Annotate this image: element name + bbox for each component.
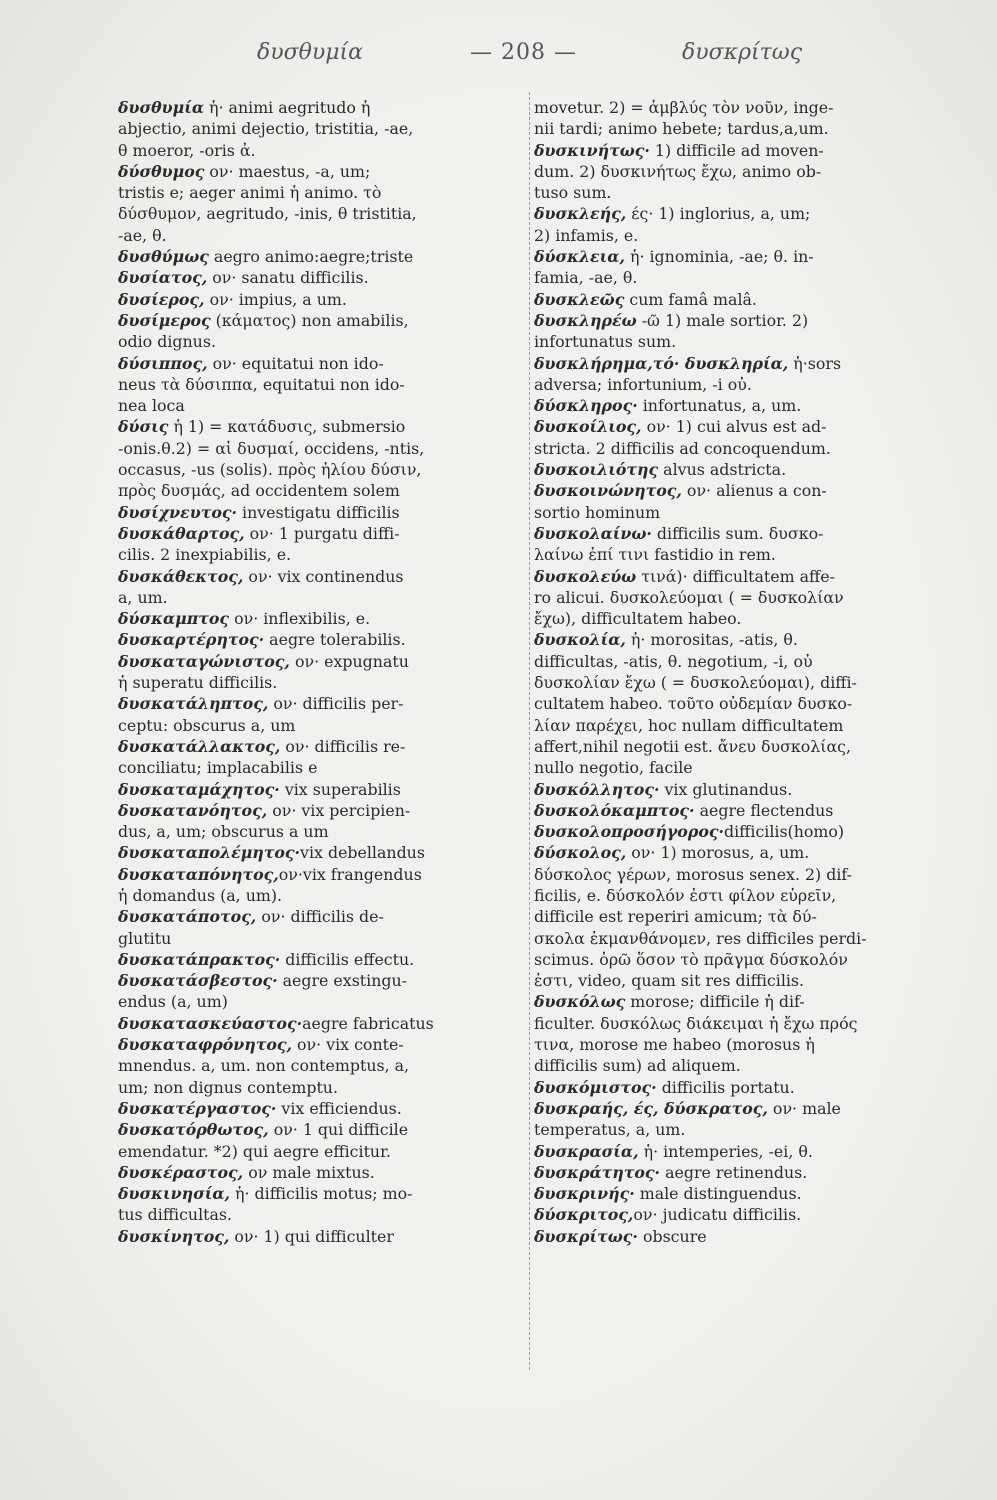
definition-text: emendatur. *2) qui aegre efficitur.	[118, 1141, 391, 1161]
dictionary-line	[118, 906, 528, 927]
dictionary-line	[118, 1183, 528, 1204]
definition-text: ἡ domandus (a, um).	[118, 885, 283, 905]
definition-text: ἡ· morositas, -atis, θ.	[625, 630, 798, 650]
dictionary-line	[118, 97, 528, 118]
dictionary-line	[534, 544, 916, 565]
dictionary-line	[118, 1055, 528, 1076]
dictionary-line	[118, 864, 528, 885]
headword: δυσκατάπρακτος·	[118, 949, 281, 969]
headword: δύσθυμος	[118, 161, 205, 181]
dictionary-line	[534, 842, 916, 863]
definition-text: ον· difficilis per-	[268, 694, 404, 714]
definition-text: ον· vix continendus	[243, 566, 404, 586]
dictionary-line	[534, 416, 916, 437]
headword: δυσκατέργαστος·	[118, 1098, 277, 1118]
headword: δυσθύμως	[118, 247, 209, 267]
dictionary-line	[534, 991, 916, 1012]
dictionary-line	[534, 1055, 916, 1076]
headword: δυσκόλλητος·	[534, 779, 660, 799]
definition-text: ον· difficilis de-	[256, 907, 384, 927]
definition-text: ον· judicatu difficilis.	[633, 1205, 802, 1225]
definition-text: affert,nihil negotii est. ἄνευ δυσκολίας,	[534, 736, 852, 756]
dictionary-line	[534, 757, 916, 778]
definition-text: ον· male	[767, 1098, 841, 1118]
definition-text: obscure	[637, 1226, 707, 1246]
headword: δυσκατάποτος,	[118, 907, 257, 927]
dictionary-line	[534, 353, 916, 374]
definition-text: temperatus, a, um.	[534, 1120, 686, 1140]
dictionary-line	[118, 608, 528, 629]
dictionary-line	[118, 502, 528, 523]
definition-text: 1) difficile ad moven-	[649, 140, 824, 160]
definition-text: ον· 1 qui difficile	[268, 1120, 409, 1140]
definition-text: δύσκολος γέρων, morosus senex. 2) dif-	[534, 864, 853, 884]
definition-text: ον· 1) morosus, a, um.	[626, 843, 810, 863]
dictionary-line	[534, 182, 916, 203]
dictionary-line	[534, 779, 916, 800]
definition-text: aegro animo:aegre;triste	[208, 247, 414, 267]
dictionary-line	[118, 310, 528, 331]
dictionary-line	[534, 374, 916, 395]
right-guide-word: δυσκρίτως	[682, 40, 803, 65]
dictionary-line	[118, 885, 528, 906]
headword: δυσκρίτως·	[534, 1226, 638, 1246]
dictionary-line	[118, 672, 528, 693]
dictionary-line	[534, 1034, 916, 1055]
dictionary-line	[534, 1077, 916, 1098]
definition-text: σκολα ἐκμανθάνομεν, res difficiles perdi-	[534, 928, 867, 948]
dictionary-line	[534, 118, 916, 139]
dictionary-line	[118, 651, 528, 672]
dictionary-line	[118, 715, 528, 736]
headword: δυσκαταγώνιστος,	[118, 651, 290, 671]
dictionary-line	[534, 1141, 916, 1162]
definition-text: glutitu	[118, 928, 172, 948]
dictionary-line	[118, 991, 528, 1012]
dictionary-line	[118, 757, 528, 778]
dictionary-line	[118, 1013, 528, 1034]
definition-text: difficilis sum) ad aliquem.	[534, 1056, 741, 1076]
definition-text: investigatu difficilis	[237, 502, 400, 522]
dictionary-line	[118, 416, 528, 437]
definition-text: ον male mixtus.	[243, 1162, 375, 1182]
definition-text: nea loca	[118, 396, 185, 416]
headword: δύσκληρος·	[534, 396, 638, 416]
dictionary-line	[534, 672, 916, 693]
headword: δυσκάθεκτος,	[118, 566, 244, 586]
definition-text: ἡ 1) = κατάδυσις, submersio	[168, 417, 406, 437]
definition-text: conciliatu; implacabilis e	[118, 758, 318, 778]
definition-text: odio dignus.	[118, 332, 216, 352]
definition-text: morose; difficile ἡ dif-	[625, 992, 805, 1012]
definition-text: -ῶ 1) male sortior. 2)	[636, 310, 809, 330]
definition-text: nii tardi; animo hebete; tardus,a,um.	[534, 119, 829, 139]
headword: δυσκληρέω	[534, 310, 637, 330]
definition-text: ον· alienus a con-	[681, 481, 827, 501]
definition-text: πρὸς δυσμάς, ad occidentem solem	[118, 481, 400, 501]
definition-text: difficilis portatu.	[656, 1077, 795, 1097]
definition-text: abjectio, animi dejectio, tristitia, -ae,	[118, 119, 414, 139]
definition-text: ἔχω), difficultatem habeo.	[534, 609, 742, 629]
definition-text: dum. 2) δυσκινήτως ἔχω, animo ob-	[534, 161, 822, 181]
dictionary-line	[534, 885, 916, 906]
headword: δυσκατανόητος,	[118, 800, 268, 820]
definition-text: ἡ·sors	[788, 353, 842, 373]
dictionary-line	[534, 928, 916, 949]
definition-text: aegre fabricatus	[302, 1013, 434, 1033]
definition-text: mnendus. a, um. non contemptus, a,	[118, 1056, 410, 1076]
headword: δυσκοινώνητος,	[534, 481, 682, 501]
headword: δυσίατος,	[118, 268, 208, 288]
dictionary-line	[118, 438, 528, 459]
definition-text: ἡ· ignominia, -ae; θ. in-	[624, 247, 814, 267]
dictionary-line	[534, 395, 916, 416]
definition-text: ον· maestus, -a, um;	[204, 161, 371, 181]
headword: δυσκατάληπτος,	[118, 694, 269, 714]
dictionary-line	[118, 842, 528, 863]
dictionary-line	[534, 97, 916, 118]
headword: δύσκολος,	[534, 843, 627, 863]
definition-text: cum famâ malâ.	[624, 289, 757, 309]
definition-text: ro alicui. δυσκολεύομαι ( = δυσκολίαν	[534, 587, 844, 607]
dictionary-line	[534, 140, 916, 161]
dictionary-line	[534, 203, 916, 224]
definition-text: ἡ· difficilis motus; mo-	[230, 1184, 413, 1204]
headword: δυσκίνητος,	[118, 1226, 230, 1246]
headword: δυσκόμιστος·	[534, 1077, 657, 1097]
dictionary-line	[118, 1141, 528, 1162]
definition-text: movetur. 2) = ἀμβλύς τὸν νοῦν, inge-	[534, 98, 834, 117]
dictionary-line	[118, 246, 528, 267]
definition-text: um; non dignus contemptu.	[118, 1077, 338, 1097]
definition-text: aegre tolerabilis.	[264, 630, 406, 650]
dictionary-line	[118, 970, 528, 991]
headword: δύσκαμπτος	[118, 609, 230, 629]
headword: δύσκριτος,	[534, 1205, 634, 1225]
dictionary-line	[118, 1077, 528, 1098]
definition-text: occasus, -us (solis). πρὸς ἡλίου δύσιν,	[118, 460, 422, 480]
dictionary-line	[534, 566, 916, 587]
definition-text: δύσθυμον, aegritudo, -inis, θ tristitia,	[118, 204, 417, 224]
headword: δυσκατασκεύαστος·	[118, 1013, 303, 1033]
definition-text: ον· inflexibilis, e.	[229, 609, 371, 629]
dictionary-line	[118, 587, 528, 608]
definition-text: θ moeror, -oris ἀ.	[118, 140, 256, 160]
definition-text: -ae, θ.	[118, 225, 167, 245]
dictionary-line	[534, 693, 916, 714]
headword: δύσις	[118, 417, 169, 437]
definition-text: cilis. 2 inexpiabilis, e.	[118, 545, 292, 565]
headword: δυσκολόκαμπτος·	[534, 800, 695, 820]
dictionary-line	[534, 587, 916, 608]
definition-text: alvus adstricta.	[658, 460, 787, 480]
definition-text: λίαν παρέχει, hoc nullam difficultatem	[534, 715, 844, 735]
dictionary-line	[118, 140, 528, 161]
definition-text: ceptu: obscurus a, um	[118, 715, 296, 735]
headword: δυσκολοπροσήγορος·	[534, 822, 724, 842]
definition-text: nullo negotio, facile	[534, 758, 693, 778]
definition-text: ἡ· animi aegritudo ἡ	[204, 98, 371, 117]
dictionary-line	[534, 289, 916, 310]
dictionary-line	[534, 502, 916, 523]
definition-text: ficilis, e. δύσκολόν ἐστι φίλον εὑρεῖν,	[534, 885, 837, 905]
headword: δυσκατάλλακτος,	[118, 736, 281, 756]
dictionary-line	[534, 310, 916, 331]
definition-text: vix debellandus	[300, 843, 425, 863]
definition-text: τινα, morose me habeo (morosus ἡ	[534, 1035, 815, 1055]
definition-text: tristis e; aeger animi ἡ animo. τὸ	[118, 183, 382, 203]
headword: δυσκολία,	[534, 630, 626, 650]
dictionary-line	[118, 1098, 528, 1119]
headword: δυσκλήρημα,τό· δυσκληρία,	[534, 353, 789, 373]
dictionary-line	[534, 1226, 916, 1247]
dictionary-line	[118, 1226, 528, 1247]
column-divider	[529, 92, 530, 1370]
definition-text: (κάματος) non amabilis,	[210, 310, 409, 330]
page-number: — 208 —	[470, 40, 577, 65]
definition-text: cultatem habeo. τοῦτο οὐδεμίαν δυσκο-	[534, 694, 853, 714]
right-column	[534, 97, 916, 1247]
headword: δυσκολαίνω·	[534, 523, 652, 543]
dictionary-line	[118, 1119, 528, 1140]
dictionary-line	[534, 864, 916, 885]
definition-text: difficultas, -atis, θ. negotium, -i, οὐ	[534, 651, 813, 671]
definition-text: adversa; infortunium, -i οὐ.	[534, 374, 752, 394]
dictionary-line	[534, 225, 916, 246]
dictionary-line	[534, 715, 916, 736]
dictionary-line	[534, 629, 916, 650]
dictionary-line	[534, 1119, 916, 1140]
dictionary-line	[118, 779, 528, 800]
dictionary-line	[534, 459, 916, 480]
page-header	[0, 40, 997, 80]
dictionary-line	[534, 1098, 916, 1119]
headword: δυσκλεής,	[534, 204, 627, 224]
headword: δυσκέραστος,	[118, 1162, 244, 1182]
definition-text: ον· impius, a um.	[204, 289, 347, 309]
headword: δυσκλεῶς	[534, 289, 625, 309]
headword: δυσκολεύω	[534, 566, 637, 586]
headword: δυσίμερος	[118, 310, 211, 330]
dictionary-line	[534, 800, 916, 821]
dictionary-line	[118, 118, 528, 139]
definition-text: a, um.	[118, 587, 168, 607]
dictionary-line	[534, 1183, 916, 1204]
dictionary-line	[118, 629, 528, 650]
definition-text: 2) infamis, e.	[534, 225, 639, 245]
definition-text: male distinguendus.	[634, 1184, 802, 1204]
dictionary-line	[118, 480, 528, 501]
definition-text: ον· 1 purgatu diffi-	[244, 523, 400, 543]
headword: δυσκραής, ές, δύσκρατος,	[534, 1098, 768, 1118]
definition-text: sortio hominum	[534, 502, 661, 522]
dictionary-line	[118, 800, 528, 821]
dictionary-line	[534, 949, 916, 970]
headword: δυσκινησία,	[118, 1184, 231, 1204]
dictionary-line	[118, 459, 528, 480]
definition-text: difficilis(homo)	[724, 822, 845, 842]
definition-text: ἡ· intemperies, -ei, θ.	[638, 1141, 813, 1161]
headword: δυσκαταφρόνητος,	[118, 1035, 292, 1055]
definition-text: stricta. 2 difficilis ad concoquendum.	[534, 438, 831, 458]
definition-text: difficilis effectu.	[280, 949, 415, 969]
dictionary-line	[118, 267, 528, 288]
dictionary-line	[118, 821, 528, 842]
dictionary-line	[118, 225, 528, 246]
headword: δυσκατόρθωτος,	[118, 1120, 269, 1140]
dictionary-line	[534, 480, 916, 501]
definition-text: ον·vix frangendus	[278, 864, 422, 884]
definition-text: ον· 1) cui alvus est ad-	[641, 417, 827, 437]
left-guide-word: δυσθυμία	[257, 40, 364, 65]
headword: δυσκαρτέρητος·	[118, 630, 265, 650]
headword: δυσίερος,	[118, 289, 205, 309]
definition-text: aegre flectendus	[694, 800, 834, 820]
headword: δυσκαταπόνητος,	[118, 864, 279, 884]
headword: δυσκόλως	[534, 992, 626, 1012]
definition-text: infortunatus sum.	[534, 332, 677, 352]
dictionary-line	[534, 523, 916, 544]
definition-text: difficile est reperiri amicum; τὰ δύ-	[534, 907, 817, 927]
dictionary-line	[118, 566, 528, 587]
definition-text: vix superabilis	[279, 779, 401, 799]
headword: δύσκλεια,	[534, 247, 625, 267]
definition-text: ον· 1) qui difficulter	[229, 1226, 394, 1246]
headword: δυσκαταμάχητος·	[118, 779, 280, 799]
definition-text: vix glutinandus.	[659, 779, 793, 799]
definition-text: difficilis sum. δυσκο-	[651, 523, 824, 543]
dictionary-line	[534, 651, 916, 672]
dictionary-line	[118, 182, 528, 203]
dictionary-line	[534, 970, 916, 991]
headword: δύσιππος,	[118, 353, 208, 373]
definition-text: ficulter. δυσκόλως διάκειμαι ἡ ἔχω πρός	[534, 1013, 858, 1033]
definition-text: λαίνω ἐπί τινι fastidio in rem.	[534, 545, 776, 565]
dictionary-line	[534, 736, 916, 757]
dictionary-line	[118, 331, 528, 352]
definition-text: dus, a, um; obscurus a um	[118, 822, 329, 842]
definition-text: ον· equitatui non ido-	[207, 353, 384, 373]
dictionary-line	[118, 353, 528, 374]
dictionary-line	[534, 331, 916, 352]
dictionary-line	[118, 374, 528, 395]
definition-text: ές· 1) inglorius, a, um;	[626, 204, 811, 224]
dictionary-line	[118, 1162, 528, 1183]
headword: δυσκρασία,	[534, 1141, 639, 1161]
dictionary-line	[534, 438, 916, 459]
headword: δυσίχνευτος·	[118, 502, 237, 522]
dictionary-line	[534, 1204, 916, 1225]
definition-text: ον· vix percipien-	[267, 800, 411, 820]
dictionary-line	[534, 267, 916, 288]
dictionary-line	[118, 289, 528, 310]
definition-text: aegre retinendus.	[660, 1162, 808, 1182]
dictionary-line	[534, 1013, 916, 1034]
definition-text: endus (a, um)	[118, 992, 228, 1012]
dictionary-line	[534, 161, 916, 182]
definition-text: ἐστι, video, quam sit res difficilis.	[534, 971, 805, 991]
definition-text: δυσκολίαν ἔχω ( = δυσκολεύομαι), diffi-	[534, 673, 857, 693]
dictionary-line	[118, 1034, 528, 1055]
definition-text: ον· vix conte-	[292, 1035, 404, 1055]
definition-text: τινά)· difficultatem affe-	[636, 566, 835, 586]
dictionary-line	[118, 203, 528, 224]
dictionary-line	[118, 693, 528, 714]
headword: δυσκοιλιότης	[534, 460, 659, 480]
headword: δυσθυμία	[118, 98, 205, 117]
dictionary-line	[534, 246, 916, 267]
dictionary-line	[118, 949, 528, 970]
headword: δυσκοίλιος,	[534, 417, 642, 437]
definition-text: famia, -ae, θ.	[534, 268, 638, 288]
headword: δυσκατάσβεστος·	[118, 971, 278, 991]
dictionary-line	[534, 1162, 916, 1183]
dictionary-line	[118, 523, 528, 544]
headword: δυσκάθαρτος,	[118, 523, 245, 543]
headword: δυσκαταπολέμητος·	[118, 843, 301, 863]
definition-text: aegre exstingu-	[277, 971, 407, 991]
definition-text: tus difficultas.	[118, 1205, 233, 1225]
definition-text: neus τὰ δύσιππα, equitatui non ido-	[118, 374, 405, 394]
definition-text: ον· difficilis re-	[280, 736, 406, 756]
definition-text: tuso sum.	[534, 183, 612, 203]
definition-text: -onis.θ.2) = αἱ δυσμαί, occidens, -ntis,	[118, 438, 425, 458]
definition-text: ον· sanatu difficilis.	[207, 268, 369, 288]
headword: δυσκρινής·	[534, 1184, 635, 1204]
definition-text: ον· expugnatu	[289, 651, 409, 671]
dictionary-line	[118, 1204, 528, 1225]
definition-text: vix efficiendus.	[276, 1098, 402, 1118]
left-column	[118, 97, 528, 1247]
dictionary-line	[118, 395, 528, 416]
dictionary-line	[534, 608, 916, 629]
dictionary-line	[118, 161, 528, 182]
dictionary-line	[118, 736, 528, 757]
dictionary-line	[534, 906, 916, 927]
definition-text: infortunatus, a, um.	[637, 396, 802, 416]
headword: δυσκινήτως·	[534, 140, 650, 160]
dictionary-line	[118, 544, 528, 565]
definition-text: ἡ superatu difficilis.	[118, 673, 278, 693]
definition-text: scimus. ὁρῶ ὅσον τὸ πρᾶγμα δύσκολόν	[534, 949, 848, 969]
headword: δυσκράτητος·	[534, 1162, 661, 1182]
dictionary-line	[118, 928, 528, 949]
dictionary-line	[534, 821, 916, 842]
